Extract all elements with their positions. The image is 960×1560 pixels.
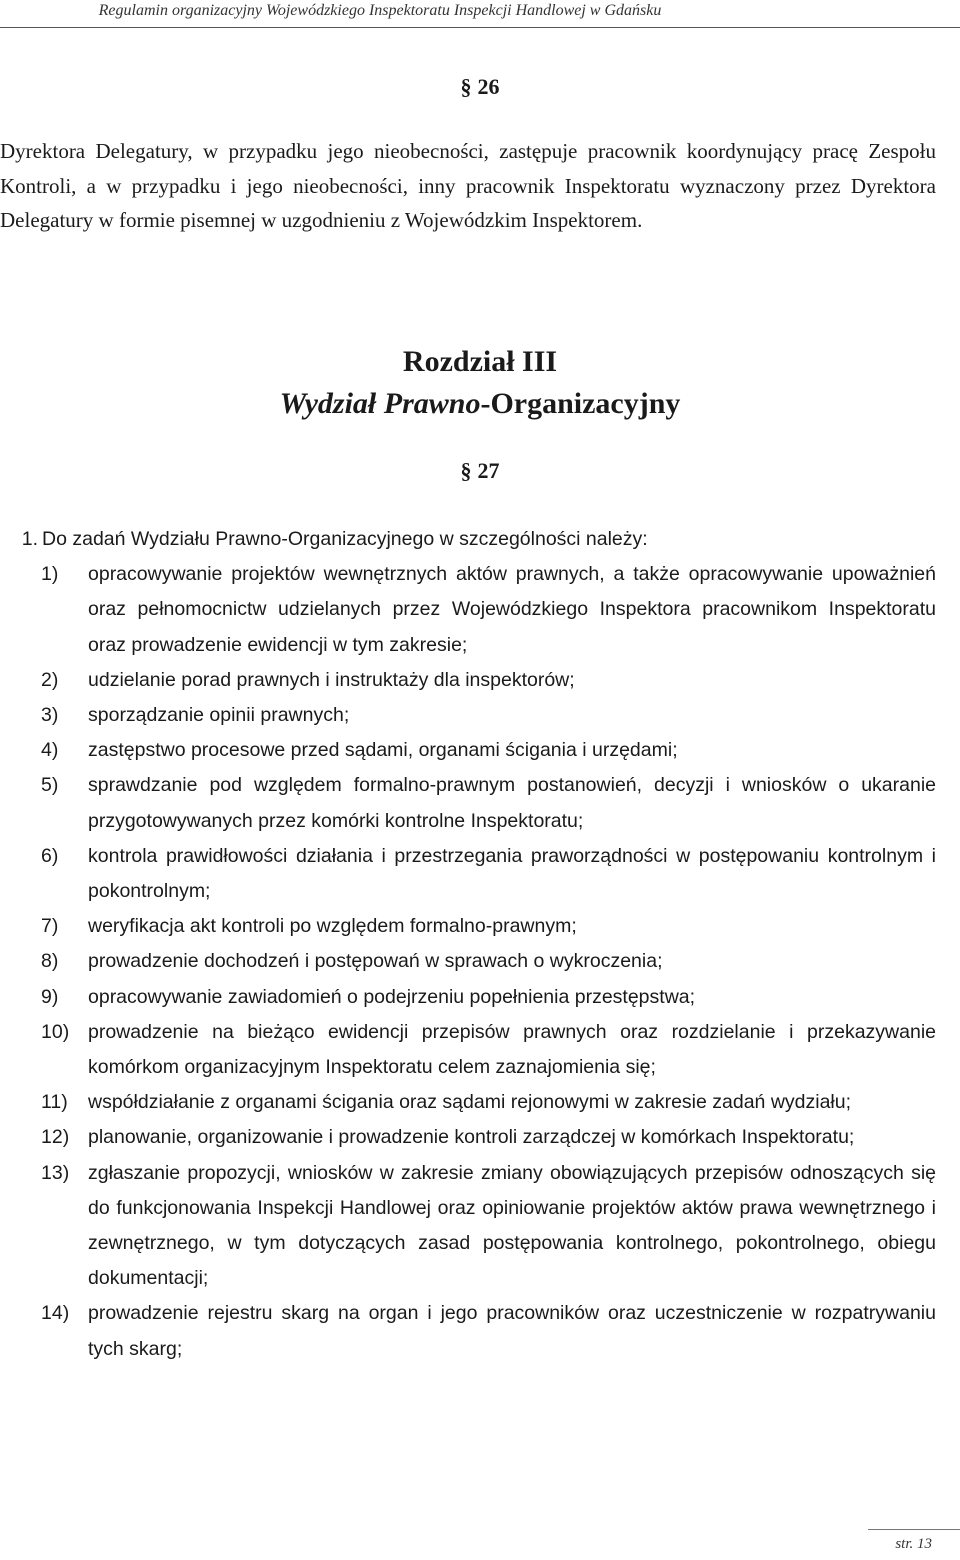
list-item	[0, 1156, 936, 1297]
list-item	[0, 909, 936, 944]
section-27-point-1	[0, 522, 936, 1367]
header-divider	[0, 27, 960, 28]
section-number: 26	[477, 74, 500, 99]
list-item-text: współdziałanie z organami ścigania oraz sądami rejonowymi w zakresie zadań wydziału;	[88, 1091, 852, 1114]
list-item-text: sprawdzanie pod względem formalno-prawnym postanowień, decyzji i wniosków o ukaranie przygotowywanych przez komórki kontrolne Inspektoratu;	[88, 774, 936, 832]
list-item-text: kontrola prawidłowości działania i przestrzegania praworządności w postępowaniu kontrolnym i pokontrolnym;	[88, 844, 936, 903]
list-item	[0, 1015, 936, 1085]
point-number: 1.	[21, 528, 38, 550]
list-item	[0, 944, 936, 979]
list-item	[0, 1085, 936, 1120]
list-item-number: 12)	[41, 1126, 70, 1149]
running-header: Regulamin organizacyjny Wojewódzkiego Inspektoratu Inspekcji Handlowej w Gdańsku	[98, 2, 662, 19]
list-item-number: 5)	[41, 774, 59, 797]
list-item-number: 11)	[41, 1091, 68, 1114]
list-item	[0, 768, 936, 838]
list-item-text: udzielanie porad prawnych i instruktaży dla inspektorów;	[88, 668, 575, 691]
section-27-heading	[0, 458, 960, 484]
section-26-heading	[0, 74, 960, 100]
list-item-number: 6)	[41, 844, 59, 867]
list-item-number: 3)	[41, 704, 59, 727]
list-item-number: 14)	[41, 1302, 70, 1325]
list-item-number: 1)	[41, 563, 59, 586]
list-item-number: 10)	[41, 1020, 70, 1043]
list-item-number: 2)	[41, 668, 59, 691]
list-item-text: prowadzenie rejestru skarg na organ i jego pracowników oraz uczestniczenie w rozpatrywaniu tych skarg;	[88, 1302, 936, 1360]
list-item-number: 9)	[41, 985, 59, 1008]
list-item-text: prowadzenie dochodzeń i postępowań w sprawach o wykroczenia;	[88, 950, 663, 973]
footer-divider	[868, 1529, 960, 1530]
section-symbol: §	[460, 74, 472, 99]
section-symbol: §	[460, 458, 472, 483]
list-item	[0, 839, 936, 909]
list-item-number: 4)	[41, 739, 59, 762]
list-item-text: zastępstwo procesowe przed sądami, organami ścigania i urzędami;	[88, 739, 678, 762]
list-item	[0, 663, 936, 698]
list-item	[0, 698, 936, 733]
list-item-number: 7)	[41, 915, 59, 938]
list-item-text: zgłaszanie propozycji, wniosków w zakresie zmiany obowiązujących przepisów odnoszących się do funkcjonowania Inspekcji Handlowej oraz opiniowanie projektów aktów prawa wewnętrznego i zewnętrznego, w tym dotyczących zasad postępowania kontrolnego, pokontrolnego, obiegu dokumentacji;	[88, 1161, 936, 1290]
chapter-subtitle	[0, 384, 960, 424]
chapter-subtitle-rest: -Organizacyjny	[480, 387, 681, 420]
section-number: 27	[477, 458, 500, 483]
list-item-text: sporządzanie opinii prawnych;	[88, 704, 350, 727]
list-item	[0, 733, 936, 768]
list-item	[0, 557, 936, 663]
page-number: str. 13	[895, 1536, 932, 1552]
list-item-text: prowadzenie na bieżąco ewidencji przepisów prawnych oraz rozdzielanie i przekazywanie komórkom organizacyjnym Inspektoratu celem zaznajomienia się;	[88, 1020, 936, 1079]
list-item-text: weryfikacja akt kontroli po względem formalno-prawnym;	[88, 915, 577, 938]
list-item-text: planowanie, organizowanie i prowadzenie kontroli zarządczej w komórkach Inspektoratu;	[88, 1126, 855, 1149]
list-item-text: opracowywanie projektów wewnętrznych aktów prawnych, a także opracowywanie upoważnień oraz pełnomocnictw udzielanych przez Wojewódzkiego Inspektora pracownikom Inspektoratu oraz prowadzenie ewidencji w tym zakresie;	[88, 563, 936, 656]
section-26-paragraph: Dyrektora Delegatury, w przypadku jego nieobecności, zastępuje pracownik koordynujący pracę Zespołu Kontroli, a w przypadku i jego nieobecności, inny pracownik Inspektoratu wyznaczony przez Dyrektora Delegatury w formie pisemnej w uzgodnieniu z Wojewódzkim Inspektorem.	[0, 139, 936, 232]
list-item-text: opracowywanie zawiadomień o podejrzeniu popełnienia przestępstwa;	[88, 985, 696, 1008]
point-text: Do zadań Wydziału Prawno-Organizacyjnego w szczególności należy:	[42, 528, 648, 550]
list-item	[0, 1120, 936, 1155]
point-1-header	[0, 522, 936, 557]
list-item	[0, 980, 936, 1015]
chapter-title: Rozdział III	[402, 345, 558, 378]
list-item-number: 13)	[41, 1161, 70, 1184]
list-item-number: 8)	[41, 950, 59, 973]
task-list	[0, 557, 936, 1367]
list-item	[0, 1296, 936, 1366]
chapter-subtitle-italic: Wydział Prawno	[279, 387, 481, 420]
